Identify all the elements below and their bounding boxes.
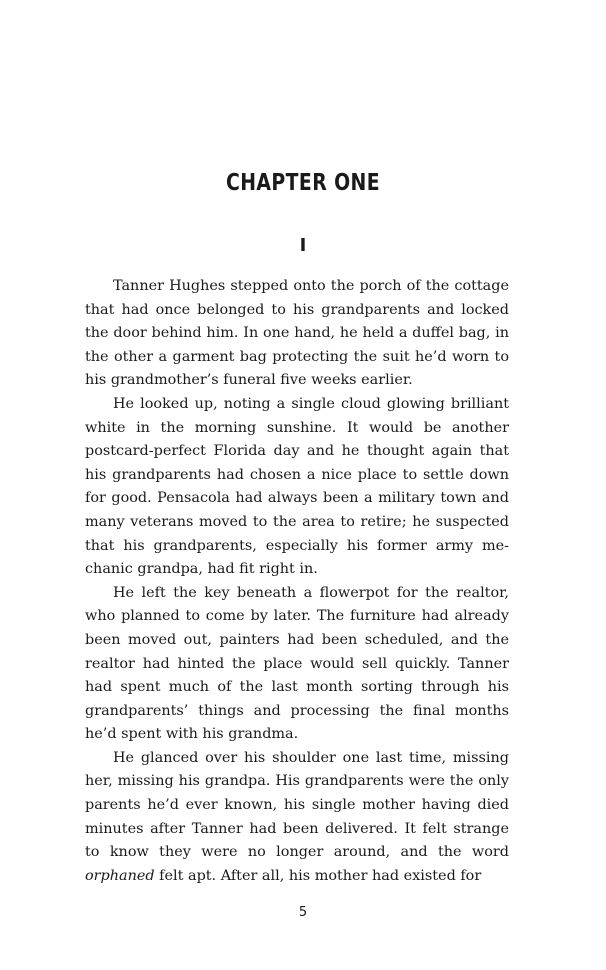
paragraph: Tanner Hughes stepped onto the porch of the cottage that had once belonged to his grandparents and locked the door behind him. In one hand, he held a duffel bag, in the other a garment bag protecting the suit he’d worn to his grandmother’s funeral five weeks earlier.: [85, 278, 509, 389]
paragraph: He left the key beneath a flowerpot for the realtor, who planned to come by later. The furniture had already been moved out, painters had been scheduled, and the realtor had hinted the place would sell quickly. Tanner had spent much of the last month sorting through his grandparents’ things and processing the final months he’d spent with his grandma.: [85, 584, 509, 743]
chapter-title: CHAPTER ONE: [225, 170, 381, 196]
paragraph: [85, 747, 509, 889]
page-number: 5: [298, 905, 308, 920]
section-numeral: I: [299, 235, 307, 256]
paragraph-text: He glanced over his shoulder one last time, missing her, missing his grandpa. His grandparents were the only parents he’d ever known, his single mother having died minutes after Tanner had been delivered. It felt strange to know they were no longer around, and the word: [85, 749, 509, 861]
paragraph: He looked up, noting a single cloud glowing brilliant white in the morning sunshine. It would be another postcard-perfect Florida day and he thought again that his grandparents had chosen a nice place to settle down for good. Pensacola had always been a military town and many veterans moved to the area to retire; he suspected that his grandparents, especially his former army mechanic grandpa, had fit right in.: [85, 395, 509, 578]
body-text: [85, 275, 509, 888]
italic-word: orphaned: [85, 867, 155, 884]
paragraph-text: felt apt. After all, his mother had existed for: [154, 867, 482, 884]
